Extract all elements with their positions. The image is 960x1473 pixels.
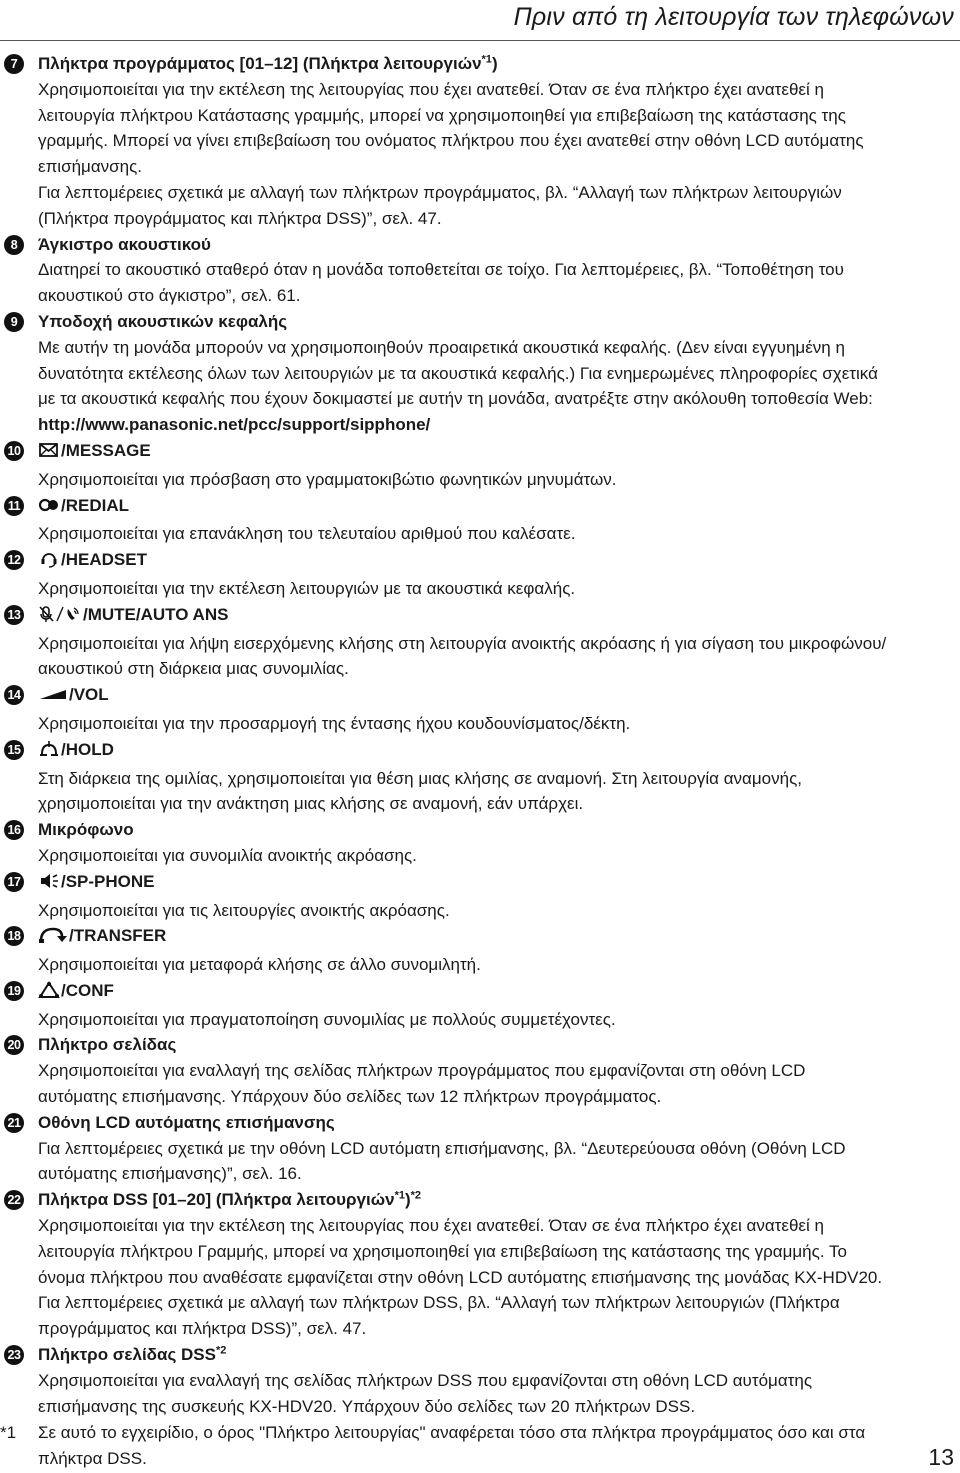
item-description-line: επισήμανσης της συσκευής KX-HDV20. Υπάρχουν δύο σελίδες των 20 πλήκτρων DSS. — [38, 1396, 696, 1416]
item-description-line: Χρησιμοποιείται για εναλλαγή της σελίδας πλήκτρων προγράμματος που εμφανίζονται στη οθόνη LCD — [38, 1061, 806, 1081]
list-item — [0, 493, 960, 548]
list-item — [0, 737, 960, 817]
item-description-line: ακουστικού στη διάρκεια μιας συνομιλίας. — [38, 659, 349, 679]
item-title — [38, 978, 956, 1007]
item-number-badge: 21 — [4, 1113, 24, 1133]
item-title-text: /MESSAGE — [61, 440, 151, 460]
item-title — [38, 1032, 956, 1058]
page-number: 13 — [928, 1444, 954, 1470]
item-description-line: Χρησιμοποιείται για μεταφορά κλήσης σε άλλο συνομιλητή. — [38, 955, 481, 975]
mute-autoans-icon — [38, 605, 82, 631]
list-item — [0, 309, 960, 438]
item-title-text: /REDIAL — [61, 495, 129, 515]
item-number-badge: 10 — [4, 441, 24, 461]
item-description-line: όνομα πλήκτρου που αναθέσατε εμφανίζεται στην οθόνη LCD αυτόματης επισήμανσης της μονάδας KX-HDV20. — [38, 1267, 883, 1287]
item-number-badge: 13 — [4, 605, 24, 625]
item-description-line: Για λεπτομέρειες σχετικά με την οθόνη LCD αυτόματη επισήμανσης, βλ. “Δευτερεύουσα οθόνη (Οθόνη LCD — [38, 1138, 846, 1158]
item-title-text: /CONF — [61, 980, 114, 1000]
item-title — [38, 737, 956, 766]
item-title-text: /MUTE/AUTO ANS — [83, 604, 229, 624]
item-number-badge: 7 — [4, 54, 24, 74]
item-title — [38, 493, 956, 522]
item-description-line: γραμμής. Μπορεί να γίνει επιβεβαίωση του ονόματος πλήκτρου που έχει ανατεθεί στην οθόνη LCD αυτόματης — [38, 131, 864, 151]
list-item — [0, 1110, 960, 1187]
item-description-line: Χρησιμοποιείται για λήψη εισερχόμενης κλήσης στη λειτουργία ανοικτής ακρόασης ή για σίγαση του μικροφώνου/ — [38, 633, 887, 653]
item-title — [38, 869, 956, 898]
item-number-badge: 15 — [4, 740, 24, 760]
footnote-ref: *2 — [410, 1189, 422, 1202]
footnote-line: πλήκτρα DSS. — [38, 1449, 147, 1469]
item-title — [38, 309, 956, 335]
item-description-line: Χρησιμοποιείται για εναλλαγή της σελίδας πλήκτρων DSS που εμφανίζονται στη οθόνη LCD αυτόματης — [38, 1370, 813, 1390]
item-description-line: Διατηρεί το ακουστικό σταθερό όταν η μονάδα τοποθετείται σε τοίχο. Για λεπτομέρειες, βλ. “Τοποθέτηση του — [38, 260, 844, 280]
item-description-line: αυτόματης επισήμανσης. Υπάρχουν δύο σελίδες των 12 πλήκτρων προγράμματος. — [38, 1087, 662, 1107]
item-description-line: χρησιμοποιείται για την ανάκτηση μιας κλήσης σε αναμονή, εάν υπάρχει. — [38, 794, 584, 814]
list-item — [0, 869, 960, 924]
item-description-line: Χρησιμοποιείται για την προσαρμογή της έντασης ήχου κουδουνίσματος/δέκτη. — [38, 713, 631, 733]
envelope-icon — [38, 441, 60, 467]
item-number-badge: 12 — [4, 550, 24, 570]
footnote-ref: *1 — [481, 53, 492, 66]
item-number-badge: 20 — [4, 1035, 24, 1055]
item-description-line: λειτουργία πλήκτρου Γραμμής, μπορεί να χρησιμοποιηθεί για επιβεβαίωση της κατάστασης της γραμμής. Το — [38, 1241, 847, 1261]
item-description-line: προγράμματος και πλήκτρα DSS)”, σελ. 47. — [38, 1319, 367, 1339]
item-title-text: Πλήκτρο σελίδας DSS — [38, 1345, 216, 1365]
list-item — [0, 1187, 960, 1342]
page-header-title: Πριν από τη λειτουργία των τηλεφώνων — [513, 3, 954, 31]
item-title-suffix: ) — [491, 54, 498, 73]
header-rule — [0, 40, 960, 41]
list-item — [0, 923, 960, 978]
item-description-line: δυνατότητα εκτέλεσης όλων των λειτουργιών με τα ακουστικά κεφαλής.) Για ενημερωμένες πληροφορίες σχετικά — [38, 363, 878, 383]
headset-icon — [38, 550, 60, 576]
list-item — [0, 682, 960, 737]
item-number-badge: 18 — [4, 926, 24, 946]
item-description-line: Για λεπτομέρειες σχετικά με αλλαγή των πλήκτρων προγράμματος, βλ. “Αλλαγή των πλήκτρων λειτουργιών — [38, 182, 842, 202]
item-number-badge: 17 — [4, 872, 24, 892]
item-number-badge: 8 — [4, 235, 24, 255]
list-item — [0, 978, 960, 1033]
item-title-text: Οθόνη LCD αυτόματης επισήμανσης — [38, 1112, 335, 1132]
item-title-text: /TRANSFER — [69, 926, 167, 946]
item-title-suffix: ) — [404, 1190, 411, 1210]
item-title — [38, 232, 956, 258]
conference-icon — [38, 981, 60, 1007]
item-title — [38, 682, 956, 711]
list-item — [0, 1342, 960, 1419]
item-title — [38, 923, 956, 952]
item-title — [38, 602, 956, 631]
item-title-text: /HEADSET — [61, 550, 147, 570]
item-title — [38, 817, 956, 843]
speaker-icon — [38, 872, 60, 898]
footnote-line: Σε αυτό το εγχειρίδιο, ο όρος "Πλήκτρο λειτουργίας" αναφέρεται τόσο στα πλήκτρα προγράμματος όσο και στα — [38, 1423, 866, 1443]
item-title — [38, 547, 956, 576]
item-number-badge: 11 — [4, 496, 24, 516]
item-description-line: Με αυτήν τη μονάδα μπορούν να χρησιμοποιηθούν προαιρετικά ακουστικά κεφαλής. (Δεν είναι εγγυημένη η — [38, 337, 845, 357]
item-title-text: /SP-PHONE — [61, 871, 155, 891]
item-description-line: με τα ακουστικά κεφαλής που έχουν δοκιμαστεί με αυτήν τη μονάδα, ανατρέξτε στην ακόλουθη τοποθεσία Web: — [38, 389, 873, 409]
item-description-line: επισήμανσης. — [38, 157, 143, 177]
item-description-line: Χρησιμοποιείται για επανάκληση του τελευταίου αριθμού που καλέσατε. — [38, 524, 576, 544]
item-title-text: Πλήκτρα προγράμματος [01–12] (Πλήκτρα λειτουργιών — [38, 54, 482, 73]
item-title-text: Πλήκτρο σελίδας — [38, 1035, 177, 1055]
transfer-icon — [38, 926, 68, 952]
item-title — [38, 51, 956, 77]
hold-icon — [38, 740, 60, 766]
item-title-text: Υποδοχή ακουστικών κεφαλής — [38, 311, 288, 331]
volume-icon — [38, 685, 68, 711]
item-title — [38, 1342, 956, 1368]
item-number-badge: 9 — [4, 312, 24, 332]
item-number-badge: 16 — [4, 820, 24, 840]
list-item — [0, 438, 960, 493]
footnote-mark: *1 — [0, 1423, 17, 1443]
item-number-badge: 22 — [4, 1190, 24, 1210]
item-title-text: /HOLD — [61, 739, 114, 759]
item-title — [38, 1110, 956, 1136]
list-item — [0, 547, 960, 602]
item-number-badge: 23 — [4, 1345, 24, 1365]
item-title — [38, 438, 956, 467]
item-list — [0, 51, 960, 1472]
item-title — [38, 1187, 956, 1213]
item-description-line: Χρησιμοποιείται για συνομιλία ανοικτής ακρόασης. — [38, 845, 417, 865]
footnote-ref: *2 — [215, 1344, 227, 1357]
item-title-text: Άγκιστρο ακουστικού — [38, 234, 211, 254]
footnote — [0, 1420, 960, 1472]
list-item — [0, 817, 960, 869]
item-title-text: Πλήκτρα DSS [01–20] (Πλήκτρα λειτουργιών — [38, 1190, 395, 1210]
footnote-ref: *1 — [394, 1189, 405, 1202]
item-description-line: Χρησιμοποιείται για πραγματοποίηση συνομιλίας με πολλούς συμμετέχοντες. — [38, 1009, 616, 1029]
item-description-line: Χρησιμοποιείται για τις λειτουργίες ανοικτής ακρόασης. — [38, 900, 450, 920]
item-description-line: αυτόματης επισήμανσης)”, σελ. 16. — [38, 1164, 302, 1184]
list-item — [0, 602, 960, 682]
redial-icon — [38, 496, 60, 522]
item-description-line: Χρησιμοποιείται για πρόσβαση στο γραμματοκιβώτιο φωνητικών μηνυμάτων. — [38, 469, 617, 489]
list-item — [0, 1032, 960, 1109]
item-description-line: Χρησιμοποιείται για την εκτέλεση της λειτουργίας που έχει ανατεθεί. Όταν σε ένα πλήκτρο έχει ανατεθεί η — [38, 1216, 824, 1236]
item-description-line: λειτουργία πλήκτρου Κατάστασης γραμμής, μπορεί να χρησιμοποιηθεί για επιβεβαίωση της κατάστασης της — [38, 105, 846, 125]
item-description-line: Για λεπτομέρειες σχετικά με αλλαγή των πλήκτρων DSS, βλ. “Αλλαγή των πλήκτρων λειτουργιών (Πλήκτρα — [38, 1293, 840, 1313]
item-description-line: ακουστικού στο άγκιστρο”, σελ. 61. — [38, 286, 301, 306]
list-item — [0, 51, 960, 232]
item-description-line: Χρησιμοποιείται για την εκτέλεση της λειτουργίας που έχει ανατεθεί. Όταν σε ένα πλήκτρο έχει ανατεθεί η — [38, 79, 824, 99]
item-number-badge: 19 — [4, 981, 24, 1001]
item-number-badge: 14 — [4, 685, 24, 705]
item-title-text: Μικρόφωνο — [38, 820, 134, 840]
item-description-line: Στη διάρκεια της ομιλίας, χρησιμοποιείται για θέση μιας κλήσης σε αναμονή. Στη λειτουργία αναμονής, — [38, 768, 803, 788]
list-item — [0, 232, 960, 309]
item-description-line: Χρησιμοποιείται για την εκτέλεση λειτουργιών με τα ακουστικά κεφαλής. — [38, 578, 576, 598]
item-description-line: (Πλήκτρα προγράμματος και πλήκτρα DSS)”, σελ. 47. — [38, 208, 442, 228]
support-url-link[interactable]: http://www.panasonic.net/pcc/support/sipphone/ — [38, 415, 431, 435]
item-title-text: /VOL — [69, 685, 109, 705]
